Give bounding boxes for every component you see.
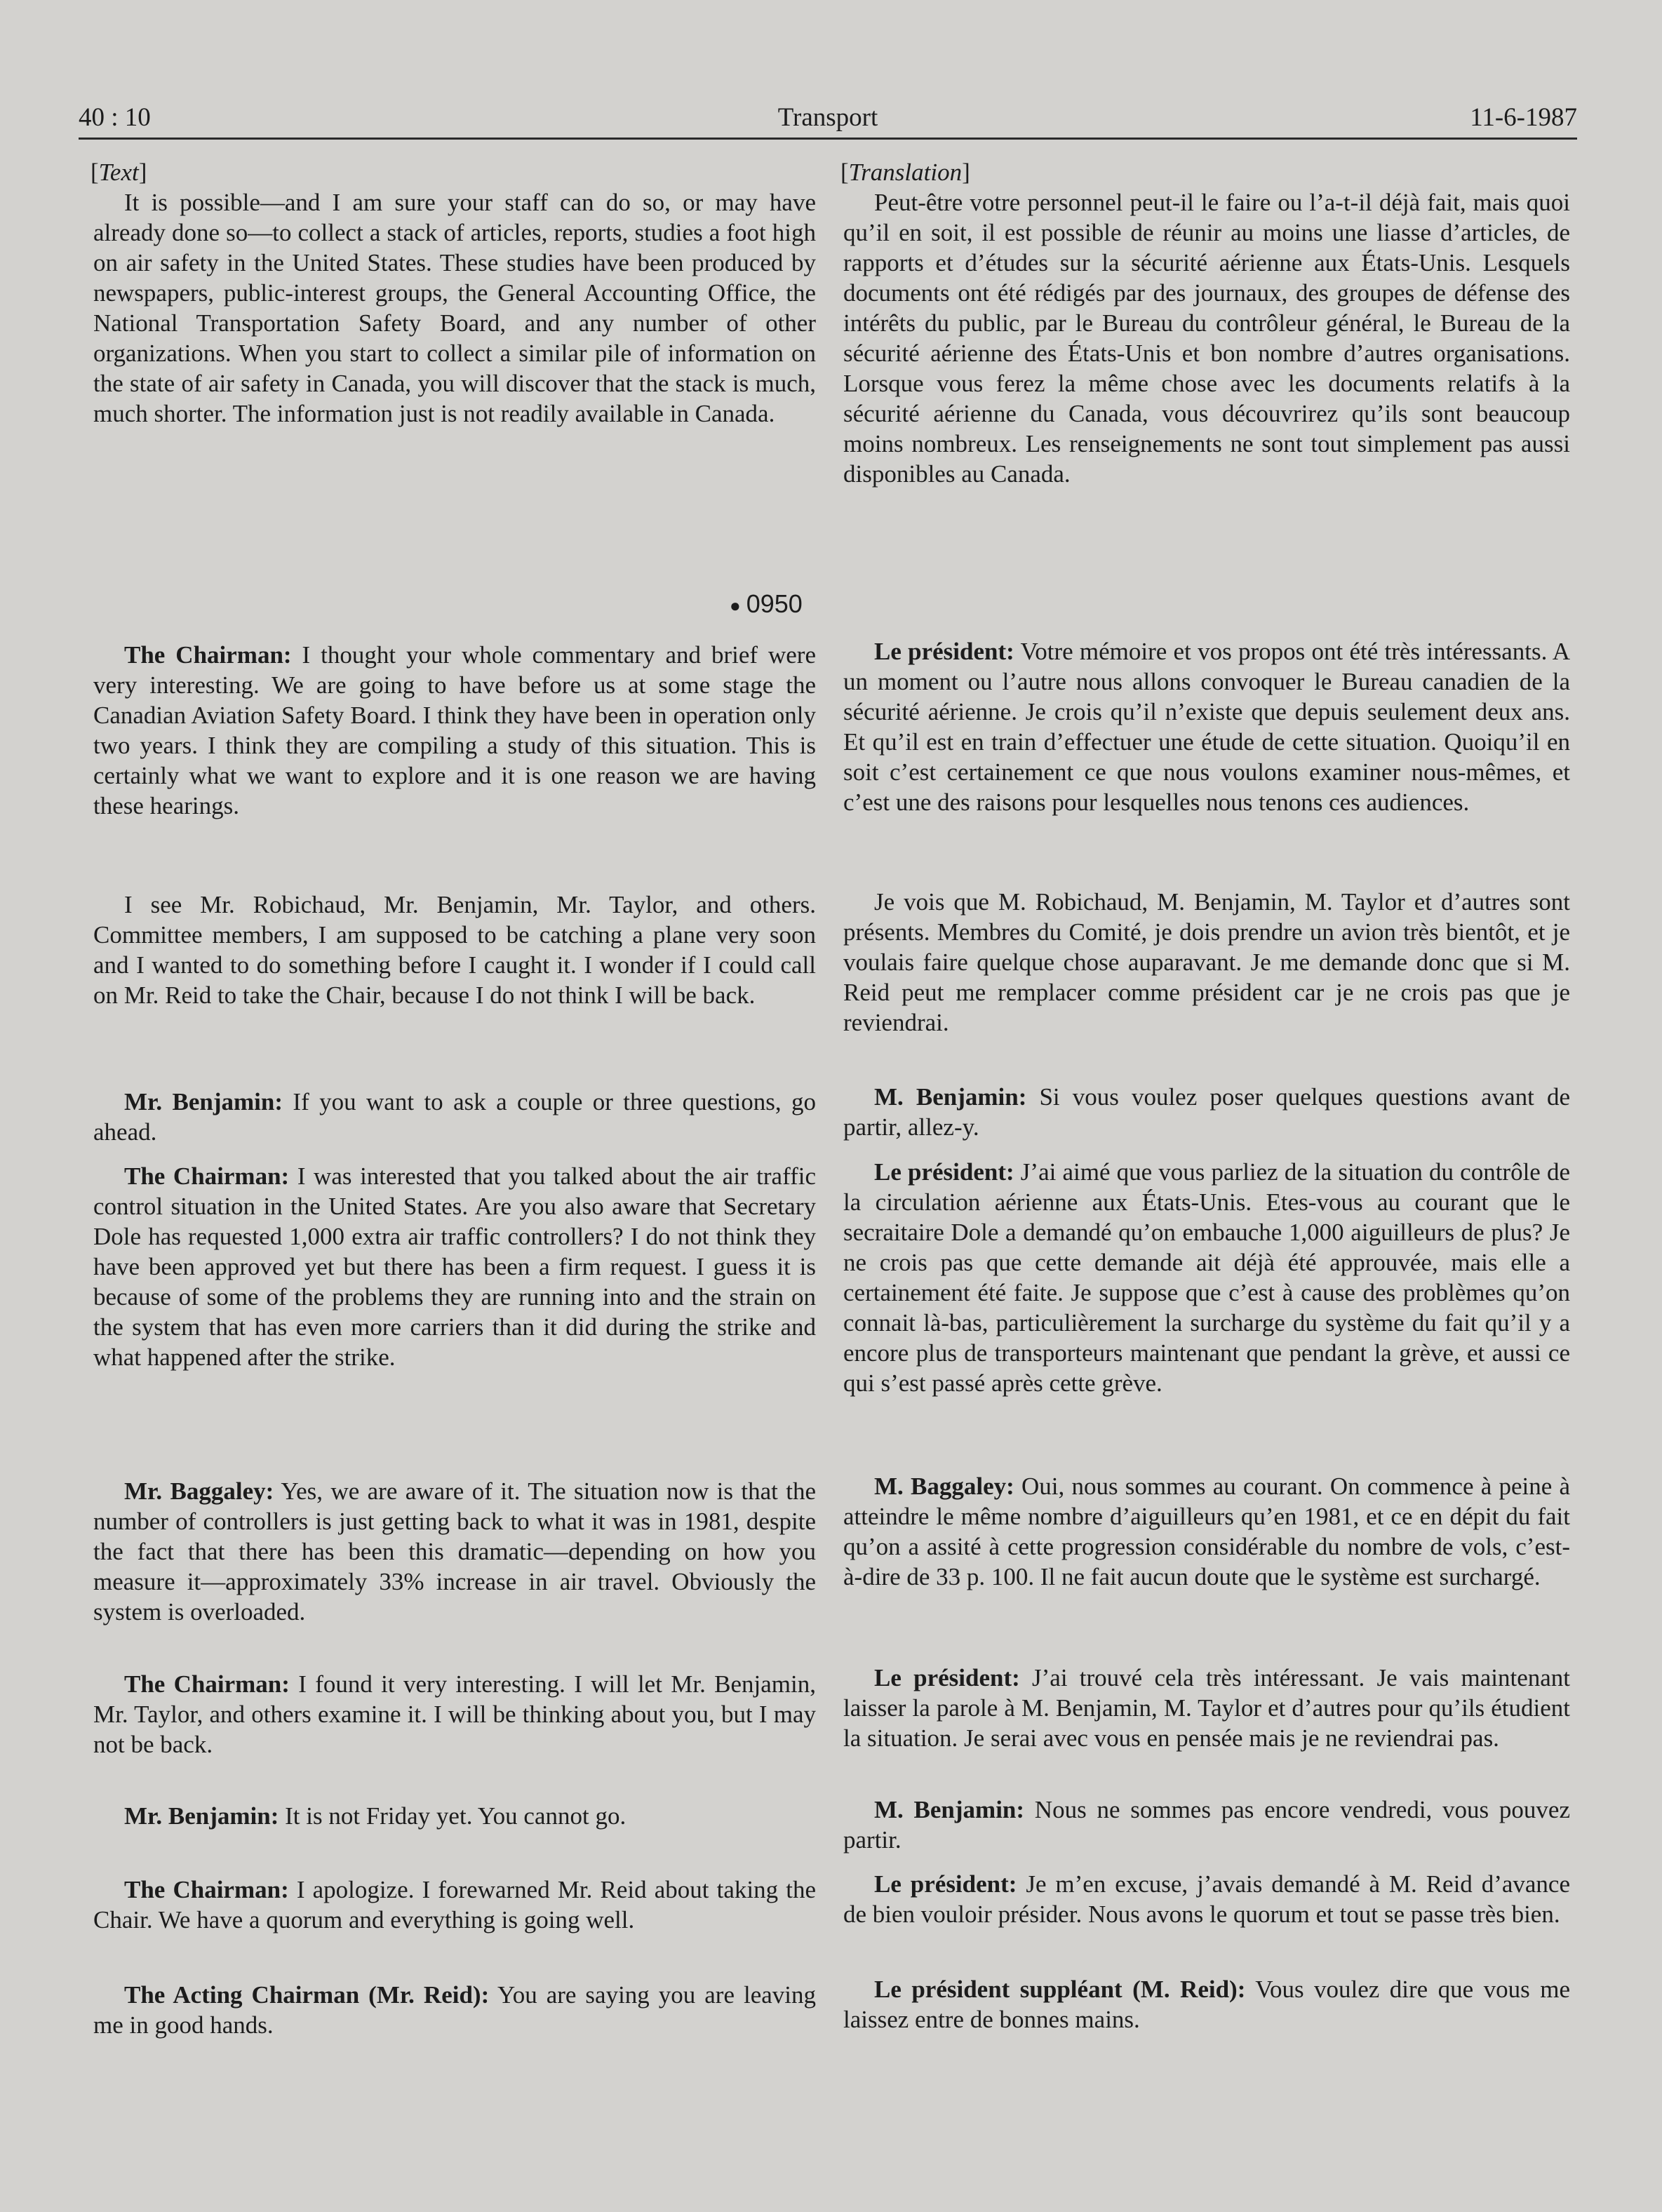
speaker-name: Mr. Benjamin: [124, 1088, 283, 1115]
speaker-name: Le président: [874, 1158, 1014, 1186]
speaker-name: Mr. Benjamin: [124, 1802, 279, 1830]
paragraph-7 [843, 1795, 1570, 1855]
section-label-translation-value: Translation [848, 159, 963, 186]
speech-text: Oui, nous sommes au courant. On commence à peine à atteindre le même nombre d’aiguilleurs qu’en 1981, et ce en dépit du fait qu’on a assité à cette progression considérable du nombre de vols, c’est-à-dire de 33 p. 100. Il ne fait aucun doute que le système est surchargé. [843, 1473, 1570, 1590]
speaker-name: Le président: [874, 1870, 1017, 1898]
section-label-translation: [Translation] [840, 159, 970, 186]
section-label-text-value: Text [98, 159, 139, 186]
speech-text: Je vois que M. Robichaud, M. Benjamin, M. Taylor et d’autres sont présents. Membres du Comité, je dois prendre un avion très bientôt, et je voulais faire quelque chose auparavant. Je me demande donc que si M. Reid peut me remplacer comme président car je ne crois pas que je reviendrai. [843, 888, 1570, 1036]
paragraph-9 [93, 1980, 816, 2040]
bullet-icon: ● [730, 594, 741, 616]
paragraph-2 [93, 890, 816, 1010]
paragraph-8 [93, 1875, 816, 1935]
paragraph-9 [843, 1974, 1570, 2035]
paragraph-6 [93, 1669, 816, 1759]
section-label-text: [Text] [91, 159, 147, 186]
speech-text: Nous ne sommes pas encore vendredi, vous pouvez partir. [843, 1796, 1570, 1854]
intro-paragraph: It is possible—and I am sure your staff can do so, or may have already done so—to collect a stack of articles, reports, studies a foot high on air safety in the United States. These studies have been produced by newspapers, public-interest groups, the General Accounting Office, the National Transportation Safety Board, and any number of other organizations. When you start to collect a similar pile of information on the state of air safety in Canada, you will discover that the stack is much, much shorter. The information just is not readily available in Canada. [93, 189, 816, 427]
paragraph-2 [843, 887, 1570, 1038]
speaker-name: Le président: [874, 1664, 1020, 1691]
speech-text: Je m’en excuse, j’avais demandé à M. Reid d’avance de bien vouloir présider. Nous avons le quorum et tout se passe très bien. [843, 1870, 1570, 1928]
speaker-name: M. Benjamin: [874, 1796, 1025, 1823]
speaker-name: M. Benjamin: [874, 1083, 1027, 1111]
intro-paragraph: Peut-être votre personnel peut-il le faire ou l’a-t-il déjà fait, mais quoi qu’il en soit, il est possible de réunir au moins une liasse d’articles, de rapports et d’études sur la sécurité aérienne aux États-Unis. Lesquels documents ont été rédigés par des journaux, des groupes de défense des intérêts du public, par le Bureau du contrôleur général, le Bureau de la sécurité aérienne des États-Unis et bon nombre d’autres organisations. Lorsque vous ferez la même chose avec les documents relatifs à la sécurité aérienne du Canada, vous découvrirez qu’ils sont beaucoup moins nombreux. Les renseignements ne sont tout simplement pas aussi disponibles au Canada. [843, 189, 1570, 488]
paragraph-4 [93, 1161, 816, 1372]
speaker-name: Le président suppléant (M. Reid): [874, 1976, 1246, 2003]
sitting-date: 11-6-1987 [1470, 103, 1577, 132]
speech-text: Si vous voulez poser quelques questions avant de partir, allez-y. [843, 1083, 1570, 1141]
speech-text: It is not Friday yet. You cannot go. [285, 1802, 626, 1830]
paragraph-3 [93, 1087, 816, 1147]
time-marker [730, 589, 803, 619]
page-header [79, 100, 1577, 140]
paragraph-5 [843, 1471, 1570, 1592]
speech-text: I see Mr. Robichaud, Mr. Benjamin, Mr. Taylor, and others. Committee members, I am supposed to be catching a plane very soon and I wanted to do something before I caught it. I wonder if I could call on Mr. Reid to take the Chair, because I do not think I will be back. [93, 891, 816, 1009]
speech-text: Votre mémoire et vos propos ont été très intéressants. A un moment ou l’autre nous allons convoquer le Bureau canadien de la sécurité aérienne. Je crois qu’il n’existe que depuis seulement deux ans. Et qu’il est en train d’effectuer une étude de cette situation. Quoiqu’il en soit c’est certainement ce que nous voulons examiner nous-mêmes, et c’est une des raisons pour lesquelles nous tenons ces audiences. [843, 638, 1571, 816]
paragraph-3 [843, 1082, 1570, 1142]
speech-text: Vous voulez dire que vous me laissez entre de bonnes mains. [843, 1976, 1570, 2033]
paragraph-5 [93, 1476, 816, 1627]
speech-text: You are saying you are leaving me in good hands. [93, 1981, 817, 2039]
speech-text: I found it very interesting. I will let Mr. Benjamin, Mr. Taylor, and others examine it. I will be thinking about you, but I may not be back. [93, 1670, 816, 1758]
speaker-name: The Chairman: [124, 1670, 290, 1698]
speech-text: If you want to ask a couple or three questions, go ahead. [93, 1088, 817, 1146]
speaker-name: The Chairman: [124, 1876, 289, 1903]
speaker-name: M. Baggaley: [874, 1473, 1014, 1500]
speech-text: I apologize. I forewarned Mr. Reid about taking the Chair. We have a quorum and everything is going well. [93, 1876, 816, 1933]
paragraph-1 [843, 636, 1570, 817]
speaker-name: Le président: [874, 638, 1014, 665]
paragraph-4 [843, 1157, 1570, 1398]
paragraph-6 [843, 1663, 1570, 1753]
paragraph-8 [843, 1869, 1570, 1929]
speech-text: I thought your whole commentary and brief were very interesting. We are going to have before us at some stage the Canadian Aviation Safety Board. I think they have been in operation only two years. I think they are compiling a study of this situation. This is certainly what we want to explore and it is one reason we are having these hearings. [93, 641, 816, 819]
time-marker-value: 0950 [746, 589, 803, 618]
speech-text: I was interested that you talked about the air traffic control situation in the United States. Are you also aware that Secretary Dole has requested 1,000 extra air traffic controllers? I do not think they have been approved yet but there has been a firm request. I guess it is because of some of the problems they are running into and the strain on the system that has even more carriers than it did during the strike and what happened after the strike. [93, 1162, 817, 1371]
speech-text: J’ai aimé que vous parliez de la situation du contrôle de la circulation aérienne aux États-Unis. Etes-vous au courant que le secraitaire Dole a demandé qu’on embauche 1,000 aiguilleurs de plus? Je ne crois pas que cette demande ait déjà été approuvée, mais elle a certainement été faite. Je suppose que c’est à cause des problèmes qu’on connait là-bas, particulièrement la surcharge du système du fait qu’il y a encore plus de transporteurs maintenant que pendant la grève, et aussi ce qui s’est passé après cette grève. [843, 1158, 1571, 1397]
paragraph-1 [93, 640, 816, 821]
page-number: 40 : 10 [79, 103, 151, 132]
paragraph-7 [93, 1801, 816, 1831]
speech-text: Yes, we are aware of it. The situation now is that the number of controllers is just getting back to what it was in 1981, despite the fact that there has been this dramatic—depending on how you measure it—approximately 33% increase in air travel. Obviously the system is overloaded. [93, 1477, 816, 1626]
speaker-name: The Chairman: [124, 1162, 290, 1190]
speaker-name: The Acting Chairman (Mr. Reid): [124, 1981, 490, 2009]
running-title: Transport [777, 103, 878, 132]
speaker-name: Mr. Baggaley: [124, 1477, 274, 1505]
speech-text: J’ai trouvé cela très intéressant. Je vais maintenant laisser la parole à M. Benjamin, M. Taylor et d’autres pour qu’ils étudient la situation. Je serai avec vous en pensée mais je ne reviendrai pas. [843, 1664, 1570, 1752]
french-column [840, 157, 1571, 2033]
speaker-name: The Chairman: [124, 641, 292, 669]
